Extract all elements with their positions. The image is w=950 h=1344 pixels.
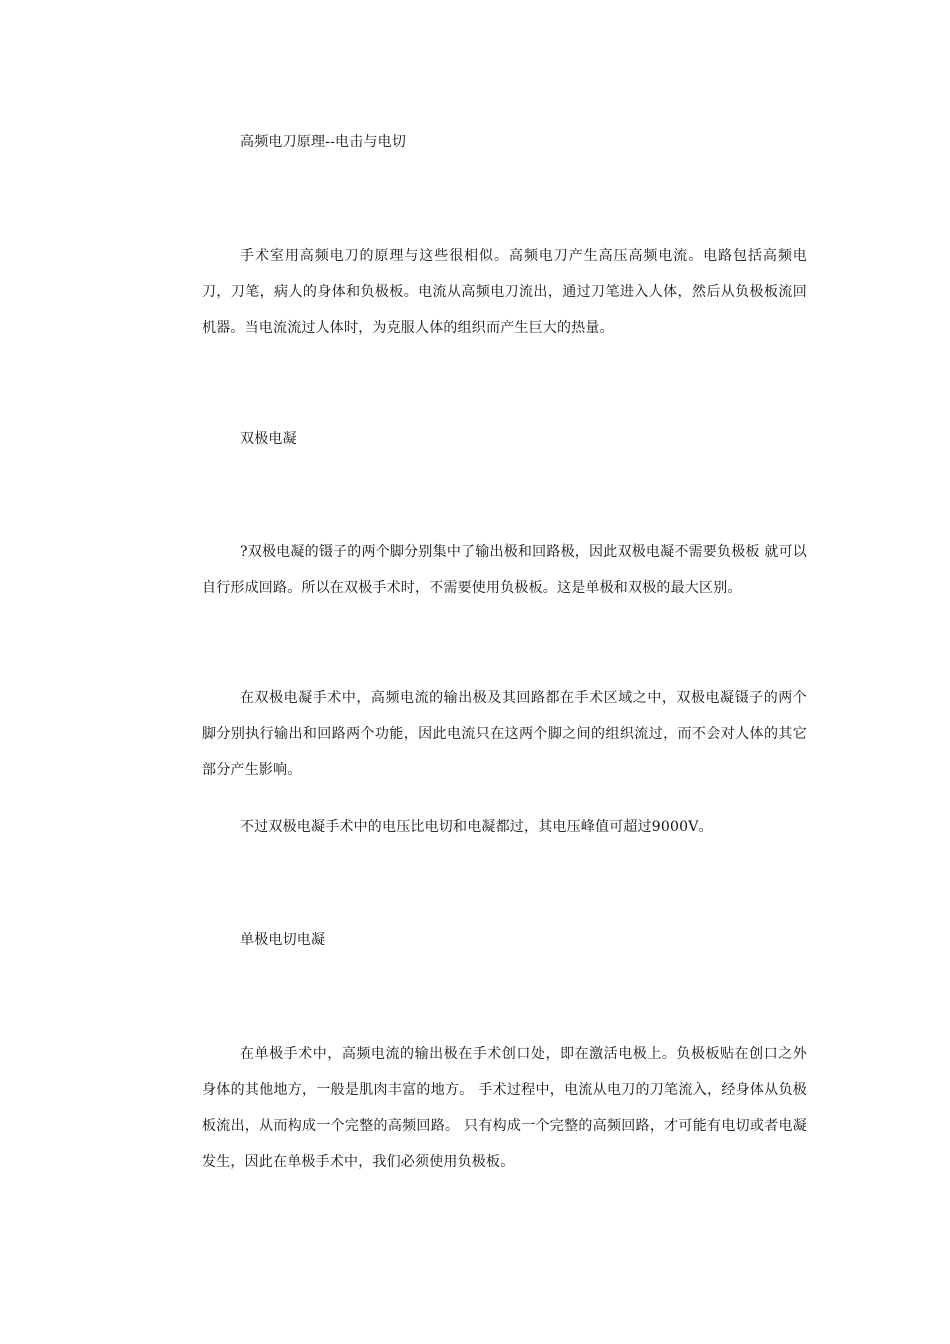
section-heading-monopolar: 单极电切电凝 [240, 932, 326, 948]
bipolar-paragraph-3: 不过双极电凝手术中的电压比电切和电凝都过，其电压峰值可超过9000V。 [240, 819, 713, 835]
bipolar-paragraph-2: 在双极电凝手术中，高频电流的输出极及其回路都在手术区域之中，双极电凝镊子的两个脚分别执行输出和回路两个功能，因此电流只在这两个脚之间的组织流过，而不会对人体的其它部分产生影响。 [202, 690, 807, 778]
section-heading-bipolar: 双极电凝 [240, 431, 297, 447]
intro-paragraph: 手术室用高频电刀的原理与这些很相似。高频电刀产生高压高频电流。电路包括高频电刀，刀笔，病人的身体和负极板。电流从高频电刀流出，通过刀笔进入人体，然后从负极板流回机器。当电流流过人体时，为克服人体的组织而产生巨大的热量。 [202, 248, 807, 336]
document-title: 高频电刀原理--电击与电切 [240, 134, 407, 150]
bipolar-paragraph-1: ?双极电凝的镊子的两个脚分别集中了输出极和回路极，因此双极电凝不需要负极板 就可以自行形成回路。所以在双极手术时，不需要使用负极板。这是单极和双极的最大区别。 [202, 544, 807, 596]
monopolar-paragraph-1: 在单极手术中，高频电流的输出极在手术创口处，即在激活电极上。负极板贴在创口之外身体的其他地方，一般是肌肉丰富的地方。 手术过程中，电流从电刀的刀笔流入，经身体从负极板流出，从而构成一个完整的高频回路。 只有构成一个完整的高频回路，才可能有电切或者电凝发生，因此在单极手术中，我们必须使用负极板。 [202, 1046, 807, 1170]
